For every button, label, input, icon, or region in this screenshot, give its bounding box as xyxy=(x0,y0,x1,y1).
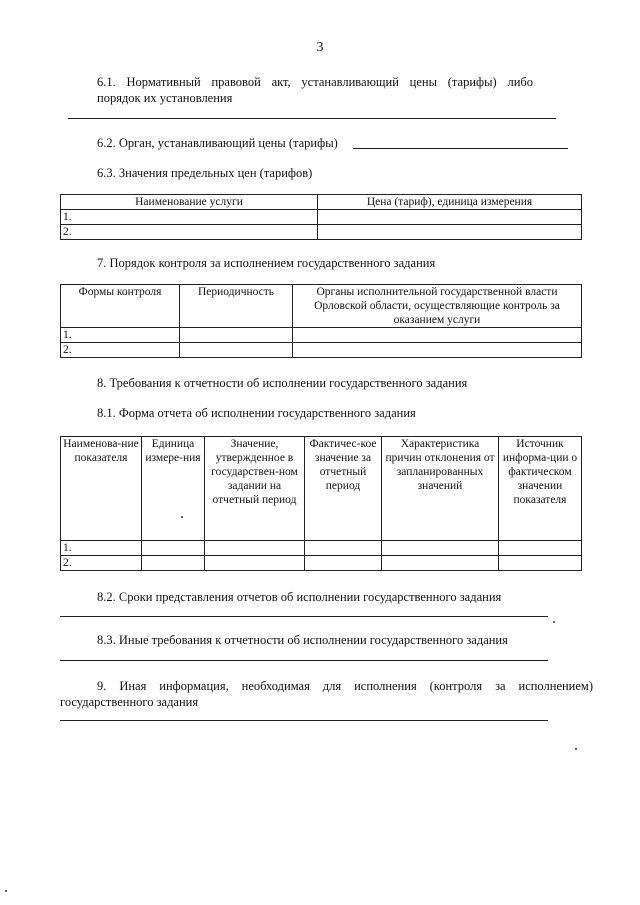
section-7-heading: 7. Порядок контроля за исполнением государственного задания xyxy=(97,256,436,270)
table-row xyxy=(61,225,582,240)
section-6-2-heading: 6.2. Орган, устанавливающий цены (тарифы) xyxy=(97,136,338,150)
row-number: 2. xyxy=(61,556,142,571)
fill-line-8-2 xyxy=(60,616,548,617)
prices-table xyxy=(60,194,582,240)
fill-line-6-2 xyxy=(353,148,568,149)
report-col-source: Источник информа-ции о фактическом значении показателя xyxy=(499,437,582,541)
prices-col-price: Цена (тариф), единица измерения xyxy=(318,195,582,210)
report-col-deviation: Характеристика причин отклонения от запланированных значений xyxy=(382,437,499,541)
table-row xyxy=(61,541,582,556)
section-8-1-heading: 8.1. Форма отчета об исполнении государственного задания xyxy=(97,406,416,420)
table-row xyxy=(61,343,582,358)
prices-col-service: Наименование услуги xyxy=(61,195,318,210)
section-8-2-heading: 8.2. Сроки представления отчетов об исполнении государственного задания xyxy=(97,590,502,604)
row-number: 1. xyxy=(61,210,318,225)
scan-speck xyxy=(553,621,555,623)
report-col-unit: Единица измере-ния xyxy=(142,437,205,541)
table-row xyxy=(61,328,582,343)
table-row xyxy=(61,556,582,571)
control-col-forms: Формы контроля xyxy=(61,285,180,328)
section-6-3-heading: 6.3. Значения предельных цен (тарифов) xyxy=(97,166,313,180)
section-6-1-line2: порядок их установления xyxy=(97,91,233,105)
control-table xyxy=(60,284,582,358)
report-col-approved: Значение, утвержденное в государствен-ном задании на отчетный период xyxy=(205,437,305,541)
control-col-periodicity: Периодичность xyxy=(180,285,293,328)
row-number: 1. xyxy=(61,541,142,556)
section-6-1-line1: 6.1. Нормативный правовой акт, устанавливающий цены (тарифы) либо xyxy=(97,75,533,89)
fill-line-9 xyxy=(60,720,548,721)
table-row xyxy=(61,210,582,225)
scan-speck xyxy=(5,890,7,892)
report-col-indicator: Наименова-ние показателя xyxy=(61,437,142,541)
fill-line-8-3 xyxy=(60,660,548,661)
section-9-line1: 9. Иная информация, необходимая для исполнения (контроля за исполнением) xyxy=(97,679,593,693)
section-8-heading: 8. Требования к отчетности об исполнении государственного задания xyxy=(97,376,468,390)
fill-line-6-1 xyxy=(68,118,556,119)
page-number: 3 xyxy=(316,40,324,55)
control-col-authorities: Органы исполнительной государственной власти Орловской области, осуществляющие контроль за оказанием услуги xyxy=(293,285,582,328)
scan-speck xyxy=(575,748,577,750)
section-9-line2: государственного задания xyxy=(60,695,199,709)
row-number: 2. xyxy=(61,343,180,358)
report-table xyxy=(60,436,582,571)
row-number: 2. xyxy=(61,225,318,240)
scan-speck xyxy=(181,516,183,518)
report-col-actual: Фактичес-кое значение за отчетный период xyxy=(305,437,382,541)
row-number: 1. xyxy=(61,328,180,343)
section-8-3-heading: 8.3. Иные требования к отчетности об исполнении государственного задания xyxy=(97,633,508,647)
